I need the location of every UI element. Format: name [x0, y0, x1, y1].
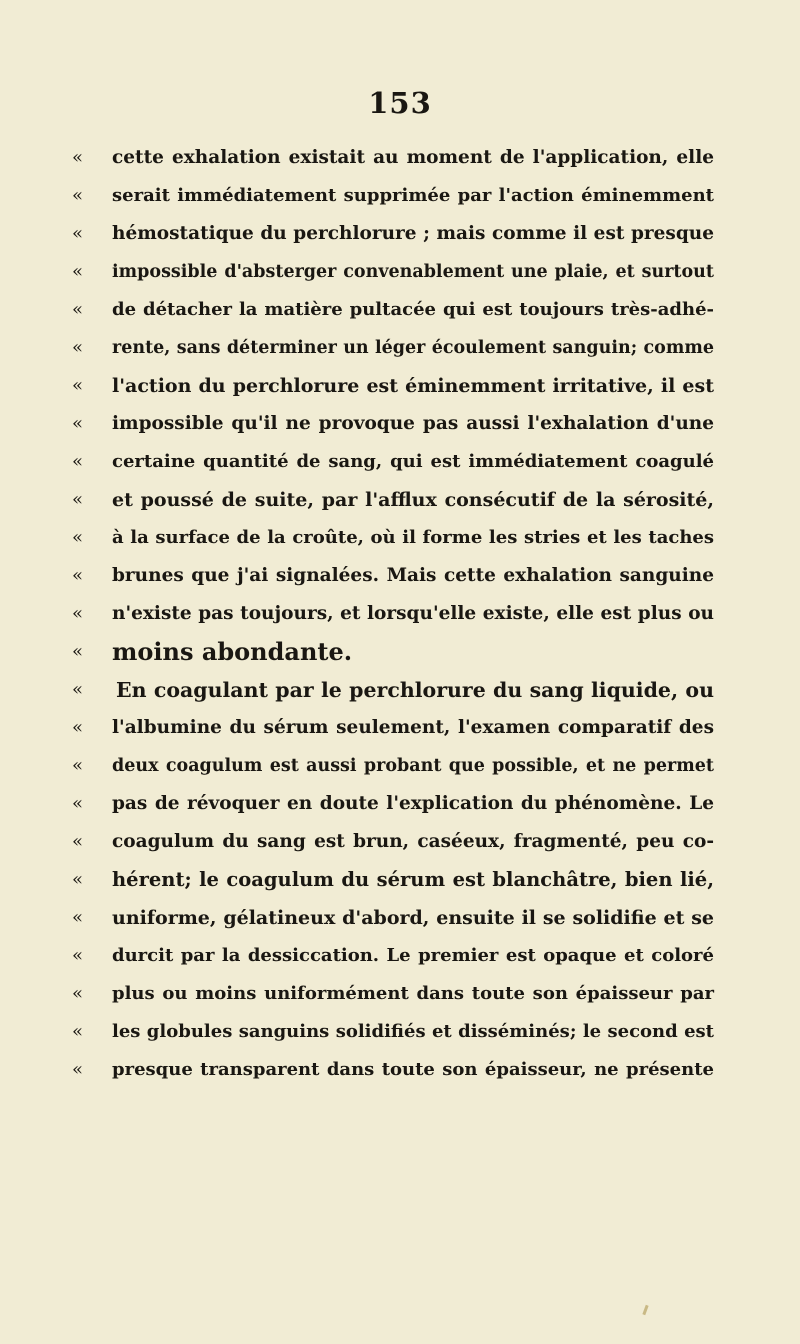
line-text: plus ou moins uniformément dans toute son épaisseur par [112, 983, 714, 1004]
quote-mark: « [72, 983, 84, 1004]
text-line [72, 823, 714, 861]
paragraph-1 [72, 139, 714, 671]
text-line [72, 595, 714, 633]
quote-mark: « [72, 793, 84, 814]
line-text: n'existe pas toujours, et lorsqu'elle existe, elle est plus ou [112, 603, 714, 624]
text-line [72, 1051, 714, 1089]
quote-mark: « [72, 1021, 84, 1042]
paper-speck [642, 1305, 648, 1315]
text-line [72, 253, 714, 291]
line-text: hémostatique du perchlorure ; mais comme il est presque [112, 223, 714, 244]
quote-mark: « [72, 717, 84, 738]
line-text: pas de révoquer en doute l'explication du phénomène. Le [112, 793, 714, 814]
text-line [72, 557, 714, 595]
line-text: cette exhalation existait au moment de l'application, elle [112, 147, 714, 168]
quote-mark: « [72, 299, 84, 320]
text-line [72, 291, 714, 329]
quote-mark: « [72, 261, 84, 282]
paragraph-2 [72, 671, 714, 1089]
line-text: hérent; le coagulum du sérum est blanchâtre, bien lié, [112, 868, 714, 891]
line-text: certaine quantité de sang, qui est immédiatement coagulé [112, 451, 714, 472]
line-text: l'action du perchlorure est éminemment irritative, il est [112, 375, 714, 397]
text-line [72, 405, 714, 443]
quote-mark: « [72, 1059, 84, 1080]
line-text: l'albumine du sérum seulement, l'examen comparatif des [112, 717, 714, 738]
quote-mark: « [72, 603, 84, 624]
line-text: moins abondante. [112, 637, 353, 666]
text-line [72, 215, 714, 253]
line-text: impossible d'absterger convenablement une plaie, et surtout [112, 262, 714, 282]
line-text: et poussé de suite, par l'afflux consécutif de la sérosité, [112, 489, 714, 511]
quote-mark: « [72, 565, 84, 586]
quote-mark: « [72, 185, 84, 206]
text-line [72, 367, 714, 405]
quote-mark: « [72, 337, 84, 358]
quote-mark: « [72, 451, 84, 472]
line-text: deux coagulum est aussi probant que possible, et ne permet [112, 756, 714, 776]
text-line [72, 861, 714, 899]
text-line [72, 329, 714, 367]
quote-mark: « [72, 755, 84, 776]
line-text: presque transparent dans toute son épaisseur, ne présente [112, 1059, 714, 1080]
line-text: coagulum du sang est brun, caséeux, fragmenté, peu co- [112, 831, 714, 852]
quote-mark: « [72, 945, 84, 966]
text-line [72, 1013, 714, 1051]
quote-mark: « [72, 223, 84, 244]
quote-mark: « [72, 907, 84, 928]
line-text: brunes que j'ai signalées. Mais cette exhalation sanguine [112, 565, 714, 586]
quote-mark: « [72, 869, 84, 890]
text-line [72, 899, 714, 937]
page-number: 153 [368, 86, 432, 120]
quote-mark: « [72, 641, 84, 662]
line-text: à la surface de la croûte, où il forme les stries et les taches [112, 527, 714, 548]
line-text: de détacher la matière pultacée qui est toujours très-adhé- [112, 299, 714, 320]
text-line [72, 633, 714, 671]
text-line [72, 709, 714, 747]
quote-mark: « [72, 413, 84, 434]
line-text: durcit par la dessiccation. Le premier est opaque et coloré [112, 945, 714, 966]
line-text: impossible qu'il ne provoque pas aussi l'exhalation d'une [112, 413, 714, 434]
line-text: rente, sans déterminer un léger écoulement sanguin; comme [112, 338, 714, 358]
quote-mark: « [72, 375, 84, 396]
text-line [72, 975, 714, 1013]
quote-mark: « [72, 147, 84, 168]
text-line [72, 139, 714, 177]
line-text: uniforme, gélatineux d'abord, ensuite il se solidifie et se [112, 907, 714, 929]
line-text: En coagulant par le perchlorure du sang liquide, ou [116, 678, 714, 702]
line-text: serait immédiatement supprimée par l'action éminemment [112, 185, 714, 206]
line-text: les globules sanguins solidifiés et disséminés; le second est [112, 1021, 714, 1042]
text-line [72, 785, 714, 823]
quote-mark: « [72, 527, 84, 548]
text-line [72, 481, 714, 519]
quote-mark: « [72, 831, 84, 852]
text-line [72, 177, 714, 215]
text-line [72, 671, 714, 709]
text-line [72, 519, 714, 557]
quote-mark: « [72, 679, 84, 700]
quote-mark: « [72, 489, 84, 510]
text-line [72, 747, 714, 785]
text-line [72, 937, 714, 975]
text-line [72, 443, 714, 481]
